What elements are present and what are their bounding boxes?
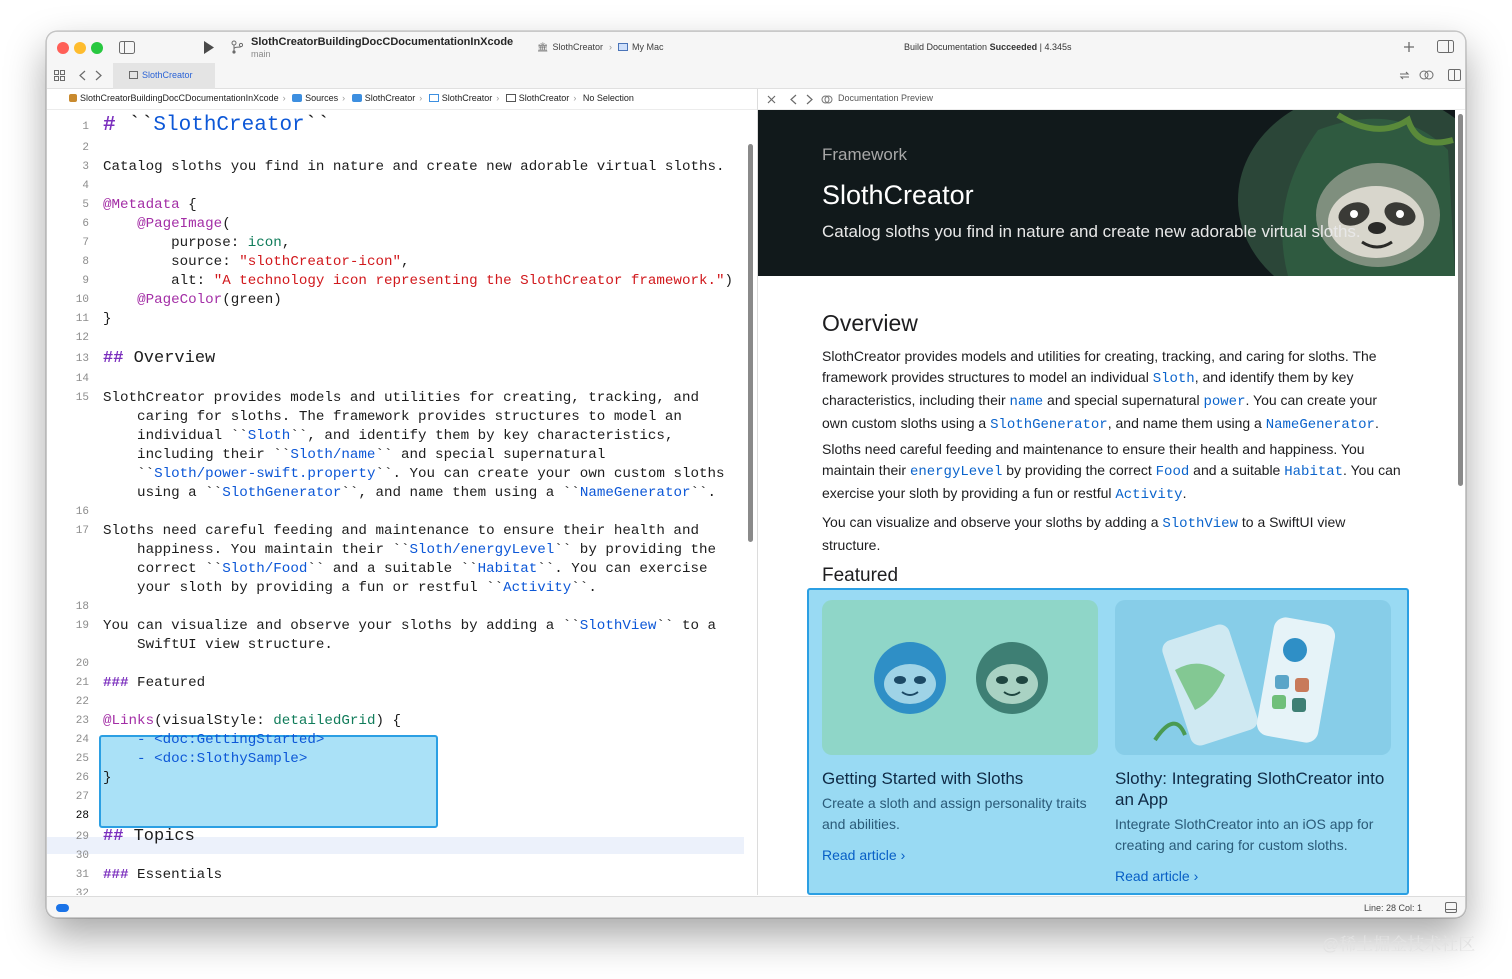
symbol-link[interactable]: name — [1009, 394, 1044, 410]
scheme-selector[interactable]: 🏛 SlothCreator › My Mac — [537, 42, 664, 52]
tab-slothcreator[interactable] — [113, 63, 215, 89]
inspector-toggle-icon[interactable] — [1437, 40, 1454, 53]
card-slothy-image[interactable] — [1115, 600, 1391, 755]
close-icon[interactable] — [767, 95, 776, 104]
card-getting-started-desc: Create a sloth and assign personality traits and abilities. — [822, 795, 1087, 832]
catalog-icon — [429, 94, 439, 102]
overview-paragraph-3: You can visualize and observe your sloths by adding a SlothView to a SwiftUI view structure. — [822, 514, 1346, 553]
preview-scrollbar[interactable] — [1458, 114, 1463, 486]
back-icon[interactable] — [79, 70, 86, 81]
code-line: ``Sloth/power-swift.property``. You can create your own custom sloths — [137, 466, 725, 482]
breadcrumb-catalog[interactable]: SlothCreator — [441, 93, 493, 103]
code-line: 12 — [75, 332, 89, 344]
symbol-link[interactable]: energyLevel — [909, 464, 1003, 480]
card-getting-started-title[interactable]: Getting Started with Sloths — [822, 769, 1024, 788]
code-line: 10 @PageColor(green) — [75, 292, 282, 308]
sloth-hero-icon — [1258, 110, 1455, 276]
code-line: SwiftUI view structure. — [103, 637, 333, 653]
close-window-button[interactable] — [57, 42, 69, 54]
hero-eyebrow: Framework — [822, 145, 908, 164]
overview-heading: Overview — [822, 310, 918, 336]
breadcrumb-selection[interactable]: No Selection — [582, 93, 634, 103]
card-getting-started-link[interactable]: Read article › — [822, 847, 906, 863]
breadcrumb-slothcreator-folder[interactable]: SlothCreator — [364, 93, 416, 103]
card-slothy-link[interactable]: Read article › — [1115, 868, 1199, 884]
code-line: 1 # ``SlothCreator`` — [82, 114, 330, 137]
symbol-link[interactable]: NameGenerator — [1265, 417, 1375, 433]
tab-label: SlothCreator — [142, 70, 193, 80]
documentation-preview — [758, 110, 1455, 895]
hero-abstract: Catalog sloths you find in nature and create new adorable virtual sloths. — [822, 222, 1361, 241]
code-line: 24 - <doc:GettingStarted> — [75, 732, 325, 748]
status-prefix: Build Documentation — [904, 42, 988, 52]
preview-bar — [758, 89, 1466, 110]
code-line: 6 @PageImage( — [82, 216, 231, 232]
code-line: 19 You can visualize and observe your sloths by adding a ``SlothView`` to a — [75, 618, 717, 634]
zoom-window-button[interactable] — [91, 42, 103, 54]
branch-name: main — [251, 49, 271, 59]
code-line: 15 SlothCreator provides models and utilities for creating, tracking, and — [75, 390, 699, 406]
symbol-link[interactable]: Habitat — [1284, 464, 1344, 480]
hero-title: SlothCreator — [822, 180, 974, 210]
source-editor[interactable] — [47, 110, 757, 895]
symbol-link[interactable]: Activity — [1115, 487, 1183, 503]
status-bar — [47, 896, 1465, 918]
editor-scrollbar[interactable] — [748, 144, 753, 542]
folder-icon — [292, 94, 302, 102]
code-line: caring for sloths. The framework provides structures to model an — [103, 409, 682, 425]
activity-status — [904, 42, 1072, 52]
symbol-link[interactable]: SlothView — [1162, 516, 1238, 532]
add-icon[interactable] — [1403, 41, 1415, 53]
title-bar — [47, 32, 1465, 63]
mac-icon — [618, 43, 628, 51]
preview-bar-label: Documentation Preview — [838, 93, 934, 103]
code-line: 27 — [75, 791, 89, 803]
code-line: 26 } — [75, 770, 112, 786]
code-line: 20 — [75, 658, 89, 670]
sloth-avatars-icon — [822, 600, 1098, 755]
code-line: 4 — [82, 180, 89, 192]
code-line: 29 ## Topics — [75, 827, 195, 846]
code-line: 18 — [75, 601, 89, 613]
code-line: happiness. You maintain their ``Sloth/energyLevel`` by providing the — [103, 542, 717, 558]
folder-icon — [352, 94, 362, 102]
breadcrumb-project[interactable]: SlothCreatorBuildingDocCDocumentationInXcode — [80, 93, 279, 103]
breadcrumb-file[interactable]: SlothCreator — [518, 93, 570, 103]
symbol-link[interactable]: power — [1203, 394, 1246, 410]
symbol-link[interactable]: SlothGenerator — [990, 417, 1108, 433]
scheme-name: SlothCreator — [552, 42, 603, 52]
code-line: 9 alt: "A technology icon representing the SlothCreator framework.") — [82, 273, 734, 289]
forward-icon[interactable] — [806, 94, 813, 105]
symbol-link[interactable]: Sloth — [1152, 371, 1195, 387]
assistant-icon[interactable] — [1419, 69, 1434, 81]
code-line: 22 — [75, 696, 89, 708]
branch-icon — [231, 40, 243, 54]
code-line: 7 purpose: icon, — [82, 235, 291, 251]
breadcrumb: SlothCreatorBuildingDocCDocumentationInXcode › Sources › SlothCreator › SlothCreator › SlothCreator › No Selection — [47, 89, 757, 110]
card-slothy-title[interactable]: Slothy: Integrating SlothCreator into an App — [1115, 769, 1385, 809]
filter-icon[interactable] — [56, 904, 69, 912]
navigator-toggle-icon[interactable] — [119, 41, 135, 54]
code-line: 8 source: "slothCreator-icon", — [82, 254, 410, 270]
hero-banner — [758, 110, 1455, 276]
watermark: @稀土掘金技术社区 — [1322, 935, 1476, 954]
code-line: 11 } — [75, 311, 112, 327]
preview-icon — [821, 94, 833, 105]
project-name: SlothCreatorBuildingDocCDocumentationInXcode — [251, 36, 514, 48]
code-line: 13 ## Overview — [75, 349, 216, 368]
card-getting-started-image[interactable] — [822, 600, 1098, 755]
forward-icon[interactable] — [95, 70, 102, 81]
code-line: using a ``SlothGenerator``, and name them using a ``NameGenerator``. — [103, 485, 717, 501]
back-icon[interactable] — [790, 94, 797, 105]
code-line: 32 — [75, 888, 89, 895]
overview-paragraph-2: Sloths need careful feeding and maintenance to ensure their health and happiness. You maintain their energyLevel by providing the correct Food and a suitable Habitat. You can exercise your sloth by providing a fun or restful Activity. — [822, 441, 1401, 503]
card-slothy-desc: Integrate SlothCreator into an iOS app for creating and caring for custom sloths. — [1115, 816, 1374, 853]
minimize-window-button[interactable] — [74, 42, 86, 54]
symbol-link[interactable]: Food — [1155, 464, 1190, 480]
doc-icon — [129, 71, 138, 79]
code-line: 14 — [75, 373, 89, 385]
code-line: 30 — [75, 850, 89, 862]
featured-heading: Featured — [822, 565, 899, 586]
code-line: 16 — [75, 506, 89, 518]
refresh-icon[interactable] — [1398, 70, 1411, 81]
code-line: 25 - <doc:SlothySample> — [75, 751, 308, 767]
status-result: Succeeded — [989, 42, 1038, 52]
code-line: 3 Catalog sloths you find in nature and create new adorable virtual sloths. — [82, 159, 725, 175]
code-line: 23 @Links(visualStyle: detailedGrid) { — [75, 713, 402, 729]
run-icon[interactable] — [203, 41, 215, 54]
grid-icon[interactable] — [54, 70, 65, 81]
overview-paragraph-1: SlothCreator provides models and utilities for creating, tracking, and caring for sloths. The framework provides structures to model an individual Sloth, and identify them by key characteristics, including their name and special supernatural power. You can create your own custom sloths using a SlothGenerator, and name them using a NameGenerator. — [822, 348, 1379, 433]
tab-bar — [47, 63, 1465, 89]
code-line-current: 28 — [75, 810, 89, 822]
code-line: 2 — [82, 142, 89, 154]
iphone-app-icon — [1115, 600, 1391, 755]
book-icon — [506, 94, 516, 102]
cursor-position: Line: 28 Col: 1 — [1364, 903, 1423, 913]
code-line: 21 ### Featured — [75, 675, 206, 691]
debug-area-toggle-icon[interactable] — [1445, 902, 1457, 913]
code-line: 5 @Metadata { — [82, 197, 197, 213]
code-line: 17 Sloths need careful feeding and maintenance to ensure their health and — [75, 523, 699, 539]
build-time: | 4.345s — [1039, 42, 1072, 52]
destination-name: My Mac — [631, 42, 664, 52]
breadcrumb-sources[interactable]: Sources — [305, 93, 339, 103]
code-line: your sloth by providing a fun or restful ``Activity``. — [103, 580, 597, 596]
code-line: correct ``Sloth/Food`` and a suitable ``Habitat``. You can exercise — [103, 561, 708, 577]
scheme-icon: 🏛 — [537, 42, 549, 52]
project-icon — [69, 94, 77, 102]
code-line: 31 ### Essentials — [75, 867, 223, 883]
code-line: including their ``Sloth/name`` and special supernatural — [103, 447, 606, 463]
split-editor-icon[interactable] — [1448, 69, 1461, 81]
xcode-window — [46, 31, 1466, 918]
code-line: individual ``Sloth``, and identify them by key characteristics, — [103, 428, 674, 444]
